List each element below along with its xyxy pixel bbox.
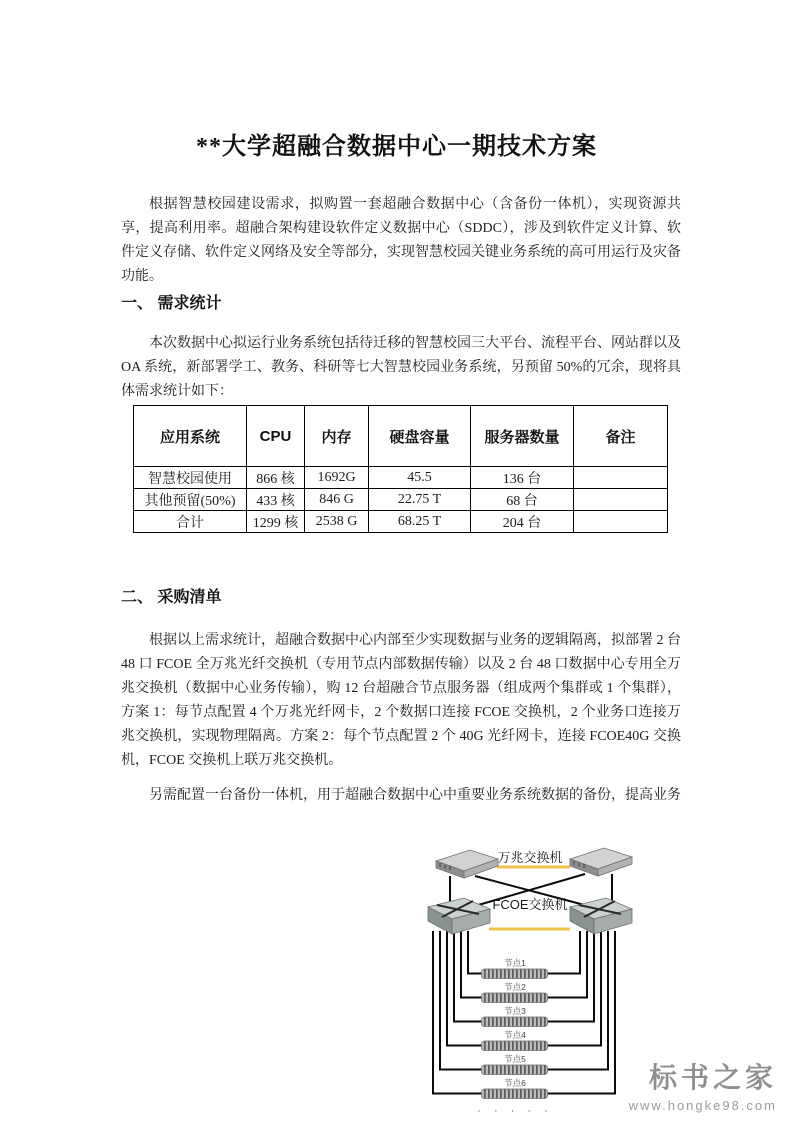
node-server xyxy=(482,969,548,979)
col-header-memory: 内存 xyxy=(305,406,369,467)
cell-servers: 136 台 xyxy=(471,467,574,489)
node-label: 节点6 xyxy=(504,1078,526,1088)
col-header-disk: 硬盘容量 xyxy=(369,406,471,467)
watermark xyxy=(577,1056,777,1113)
requirements-table xyxy=(133,405,668,533)
cell-remark xyxy=(574,511,668,533)
more-nodes-ellipsis: · · · · · xyxy=(477,1105,553,1117)
node-servers xyxy=(482,958,548,1099)
col-header-system: 应用系统 xyxy=(134,406,247,467)
cell-remark xyxy=(574,467,668,489)
cell-cpu: 1299 核 xyxy=(247,511,305,533)
node-label: 节点1 xyxy=(504,958,526,968)
cell-disk: 45.5 xyxy=(369,467,471,489)
node-server xyxy=(482,1017,548,1027)
top-switch-label: 万兆交换机 xyxy=(497,850,563,865)
cell-servers: 204 台 xyxy=(471,511,574,533)
cell-system: 智慧校园使用 xyxy=(134,467,247,489)
switch-10g-right xyxy=(570,848,632,876)
intro-paragraph: 根据智慧校园建设需求，拟购置一套超融合数据中心（含备份一体机），实现资源共享，提高利用率。超融合架构建设软件定义数据中心（SDDC），涉及到软件定义计算、软件定义存储、软件定义网络及安全等部分，实现智慧校园关键业务系统的高可用运行及灾备功能。 xyxy=(121,197,681,284)
cell-servers: 68 台 xyxy=(471,489,574,511)
cell-disk: 22.75 T xyxy=(369,489,471,511)
cell-memory: 846 G xyxy=(305,489,369,511)
node-server xyxy=(482,1065,548,1075)
table-row xyxy=(134,511,668,533)
cell-remark xyxy=(574,489,668,511)
section2-paragraph-2: 另需配置一台备份一体机，用于超融合数据中心中重要业务系统数据的备份，提高业务 xyxy=(149,788,681,803)
cell-disk: 68.25 T xyxy=(369,511,471,533)
watermark-url: www.hongke98.com xyxy=(628,1098,777,1113)
section2-paragraph-1: 根据以上需求统计，超融合数据中心内部至少实现数据与业务的逻辑隔离，拟部署 2 台 48 口 FCOE 全万兆光纤交换机（专用节点内部数据传输）以及 2 台 48 口数据中心专用全万兆交换机（数据中心业务传输），购 12 台超融合节点服务器（组成两个集群或 1 个集群），方案 1：每节点配置 4 个万兆光纤网卡，2 个数据口连接 FCOE 交换机，2 个业务口连接万兆交换机，实现物理隔离。方案 2：每个节点配置 2 个 40G 光纤网卡，连接 FCOE40G 交换机，FCOE 交换机上联万兆交换机。 xyxy=(121,633,681,768)
node-label: 节点4 xyxy=(504,1030,526,1040)
cell-cpu: 433 核 xyxy=(247,489,305,511)
watermark-brand: 标书之家 xyxy=(648,1062,777,1093)
node-label: 节点3 xyxy=(504,1006,526,1016)
cell-cpu: 866 核 xyxy=(247,467,305,489)
node-server xyxy=(482,1041,548,1051)
node-label: 节点5 xyxy=(504,1054,526,1064)
section2-heading: 二、 采购清单 xyxy=(121,589,222,606)
node-server xyxy=(482,993,548,1003)
table-header-row xyxy=(134,406,668,467)
table-row xyxy=(134,489,668,511)
section1-heading: 一、 需求统计 xyxy=(121,295,222,312)
col-header-servers: 服务器数量 xyxy=(471,406,574,467)
col-header-remark: 备注 xyxy=(574,406,668,467)
col-header-cpu: CPU xyxy=(247,406,305,467)
node-label: 节点2 xyxy=(504,982,526,992)
table-row xyxy=(134,467,668,489)
node-cables-left xyxy=(433,931,481,1094)
cell-memory: 1692G xyxy=(305,467,369,489)
cell-system: 其他预留(50%) xyxy=(134,489,247,511)
section1-paragraph: 本次数据中心拟运行业务系统包括待迁移的智慧校园三大平台、流程平台、网站群以及OA 系统，新部署学工、教务、科研等七大智慧校园业务系统，另预留 50%的冗余，现将具体需求统计如下： xyxy=(121,336,681,399)
switch-10g-left xyxy=(436,850,498,878)
cell-system: 合计 xyxy=(134,511,247,533)
page-title: **大学超融合数据中心一期技术方案 xyxy=(196,134,597,160)
fcoe-switch-label: FCOE交换机 xyxy=(492,897,568,912)
node-server xyxy=(482,1089,548,1099)
cell-memory: 2538 G xyxy=(305,511,369,533)
